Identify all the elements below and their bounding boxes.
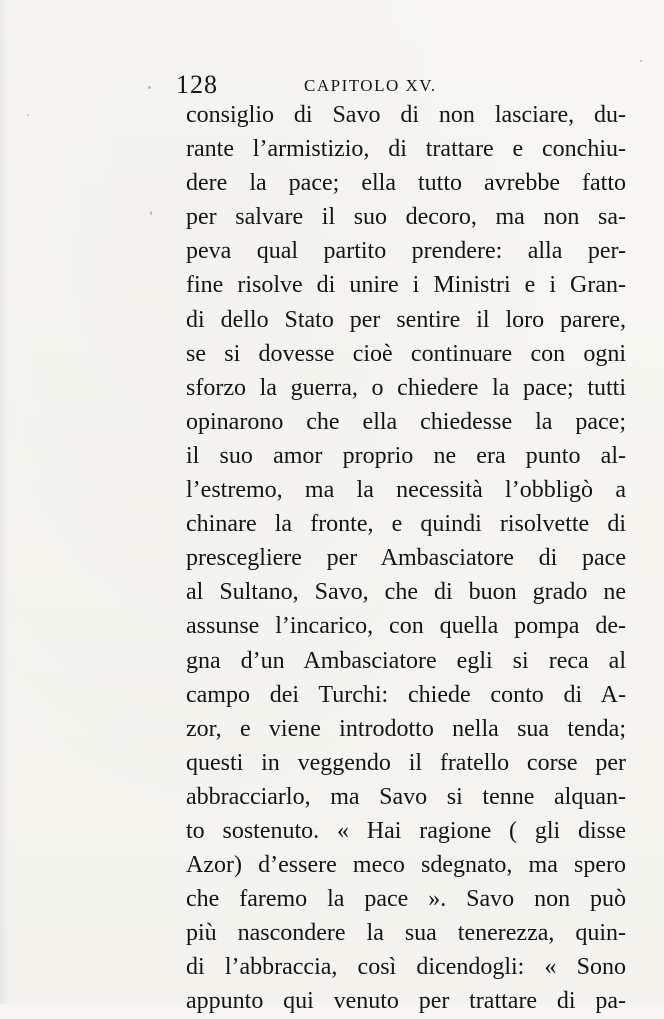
text-line: peva qual partito prendere: alla per- bbox=[186, 238, 626, 265]
text-line: abbracciarlo, ma Savo si tenne alquan- bbox=[186, 783, 626, 810]
paper-speck bbox=[148, 86, 151, 89]
running-head: CAPITOLO XV. bbox=[304, 76, 437, 95]
text-line: chinare la fronte, e quindi risolvette di bbox=[186, 511, 626, 538]
paper-speck bbox=[150, 211, 152, 215]
paper-speck bbox=[27, 114, 29, 116]
text-line: sforzo la guerra, o chiedere la pace; tutti bbox=[186, 374, 626, 401]
text-line: più nascondere la sua tenerezza, quin- bbox=[186, 920, 626, 947]
text-line: Azor) d’essere meco sdegnato, ma spero bbox=[186, 852, 626, 879]
text-line: prescegliere per Ambasciatore di pace bbox=[186, 545, 626, 572]
page-header bbox=[176, 70, 476, 100]
body-text bbox=[186, 98, 626, 1019]
text-line: dere la pace; ella tutto avrebbe fatto bbox=[186, 170, 626, 197]
text-line: di dello Stato per sentire il loro parere, bbox=[186, 306, 626, 333]
text-line: campo dei Turchi: chiede conto di A- bbox=[186, 681, 626, 708]
text-line: se si dovesse cioè continuare con ogni bbox=[186, 340, 626, 367]
page-edge-shadow bbox=[0, 0, 10, 1004]
text-line: per salvare il suo decoro, ma non sa- bbox=[186, 204, 626, 231]
text-line: questi in veggendo il fratello corse per bbox=[186, 749, 626, 776]
text-line: al Sultano, Savo, che di buon grado ne bbox=[186, 579, 626, 606]
text-line: appunto qui venuto per trattare di pa- bbox=[186, 988, 626, 1015]
text-line: consiglio di Savo di non lasciare, du- bbox=[186, 102, 626, 128]
text-line: gna d’un Ambasciatore egli si reca al bbox=[186, 647, 626, 674]
text-line: zor, e viene introdotto nella sua tenda; bbox=[186, 715, 626, 742]
text-line: fine risolve di unire i Ministri e i Gran- bbox=[186, 272, 626, 299]
text-line: che faremo la pace ». Savo non può bbox=[186, 886, 626, 913]
page-number: 128 bbox=[176, 70, 218, 99]
text-line: l’estremo, ma la necessità l’obbligò a bbox=[186, 477, 626, 504]
text-line: di l’abbraccia, così dicendogli: « Sono bbox=[186, 954, 626, 981]
text-line: il suo amor proprio ne era punto al- bbox=[186, 442, 626, 469]
text-line: rante l’armistizio, di trattare e conchiu- bbox=[186, 136, 626, 163]
paper-speck bbox=[640, 60, 642, 62]
text-line: assunse l’incarico, con quella pompa de- bbox=[186, 613, 626, 640]
text-line: to sostenuto. « Hai ragione ( gli disse bbox=[186, 817, 626, 844]
text-line: opinarono che ella chiedesse la pace; bbox=[186, 408, 626, 435]
